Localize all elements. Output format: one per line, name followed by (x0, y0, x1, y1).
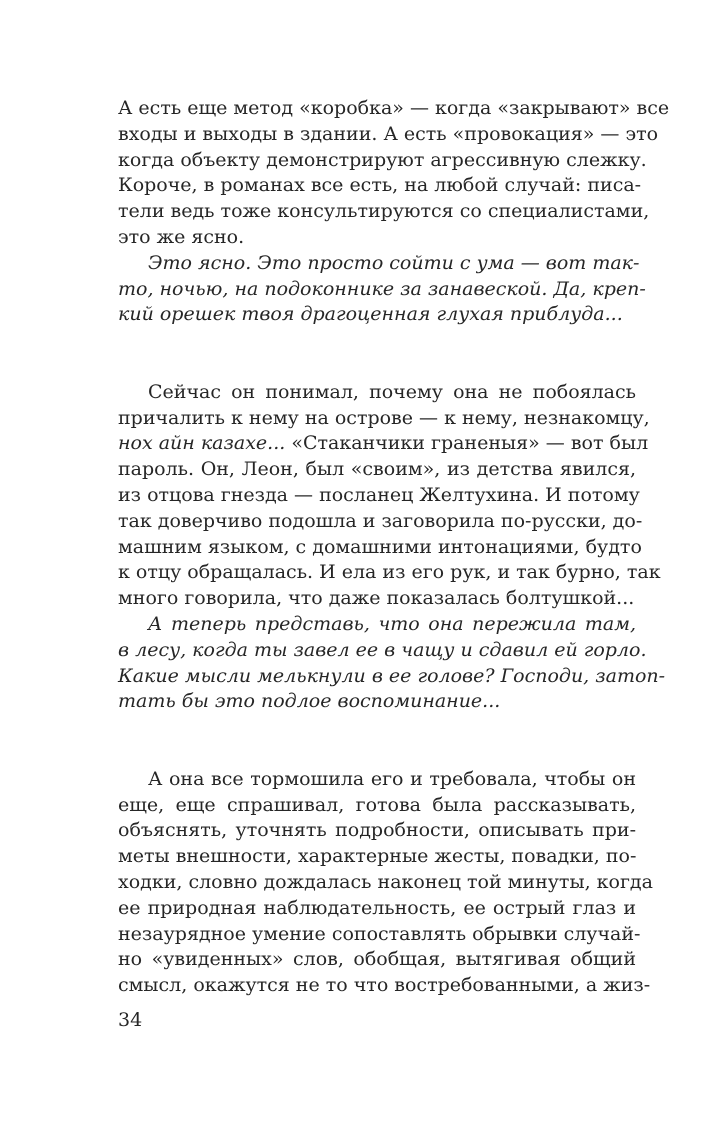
text-line (118, 664, 666, 690)
text-line (118, 793, 636, 819)
body-text: Сейчас он понимал, почему она не побоялась (148, 380, 636, 403)
italic-text: кий орешек твоя драгоценная глухая приблуда... (118, 303, 623, 326)
text-line (118, 302, 636, 328)
italic-text: нох айн казахе... (118, 432, 286, 455)
text-line (118, 586, 636, 612)
text-line (118, 689, 636, 715)
body-text: входы и выходы в здании. А есть «провокация» — это (118, 122, 659, 145)
body-text: А она все тормошила его и требовала, чтобы он (148, 767, 636, 790)
section-break (118, 328, 636, 380)
body-text: меты внешности, характерные жесты, повадки, по- (118, 845, 637, 868)
text-line (118, 818, 636, 844)
italic-text: в лесу, когда ты завел ее в чащу и сдавил ей горло. (118, 638, 647, 661)
body-text: объяснять, уточнять подробности, описывать при- (118, 819, 636, 842)
italic-text: А теперь представь, что она пережила там, (148, 612, 636, 635)
text-line (118, 870, 653, 896)
text-line (118, 457, 636, 483)
text-line (118, 767, 636, 793)
body-text: Короче, в романах все есть, на любой случай: писа- (118, 174, 642, 197)
body-text: пароль. Он, Леон, был «своим», из детства явился, (118, 458, 636, 481)
text-line (118, 199, 650, 225)
body-text: ее природная наблюдательность, ее острый глаз и (118, 896, 636, 919)
text-line (118, 225, 636, 251)
text-line (118, 922, 641, 948)
paragraph (118, 251, 646, 328)
italic-text: то, ночью, на подоконнике за занавеской. Да, креп- (118, 277, 646, 300)
body-text: «Стаканчики граненыя» — вот был (285, 432, 649, 455)
text-line (118, 483, 640, 509)
body-text: машним языком, с домашними интонациями, будто (118, 535, 642, 558)
italic-text: Это ясно. Это просто сойти с ума — вот так- (148, 251, 640, 274)
text-section (118, 380, 666, 715)
body-text: много говорила, что даже показалась болтушкой... (118, 587, 635, 610)
paragraph (118, 612, 666, 715)
italic-text: тать бы это подлое воспоминание... (118, 690, 501, 713)
text-line (118, 431, 649, 457)
text-line (118, 122, 659, 148)
text-line (118, 844, 636, 870)
body-text: когда объекту демонстрируют агрессивную слежку. (118, 148, 647, 171)
paragraph (118, 380, 661, 612)
body-text: ходки, словно дождалась наконец той минуты, когда (118, 870, 653, 893)
text-line (118, 947, 636, 973)
text-line (118, 560, 661, 586)
paragraph (118, 767, 653, 999)
text-line (118, 277, 646, 303)
body-text: так доверчиво подошла и заговорила по-русски, до- (118, 509, 643, 532)
body-text: смысл, окажутся не то что востребованными, а жиз- (118, 974, 651, 997)
text-line (118, 896, 636, 922)
page-text-block (118, 96, 670, 999)
text-line (118, 251, 640, 277)
body-text: из отцова гнезда — посланец Желтухина. И потому (118, 483, 640, 506)
paragraph (118, 96, 670, 251)
text-line (118, 973, 651, 999)
text-line (118, 173, 642, 199)
body-text: но «увиденных» слов, обобщая, вытягивая общий (118, 948, 636, 971)
body-text: причалить к нему на острове — к нему, незнакомцу, (118, 406, 650, 429)
italic-text: Какие мысли мелькнули в ее голове? Господи, затоп- (118, 664, 666, 687)
body-text: А есть еще метод «коробка» — когда «закрывают» все (118, 97, 670, 119)
text-line (118, 638, 647, 664)
text-line (118, 612, 636, 638)
page-number: 34 (118, 1009, 143, 1031)
body-text: еще, еще спрашивал, готова была рассказывать, (118, 793, 636, 816)
body-text: незаурядное умение сопоставлять обрывки случай- (118, 922, 641, 945)
text-section (118, 96, 670, 328)
body-text: это же ясно. (118, 225, 245, 248)
section-break (118, 715, 636, 767)
text-line (118, 380, 636, 406)
text-line (118, 535, 642, 561)
text-line (118, 406, 650, 432)
text-line (118, 148, 647, 174)
text-line (118, 96, 670, 122)
body-text: тели ведь тоже консультируются со специалистами, (118, 200, 650, 223)
body-text: к отцу обращалась. И ела из его рук, и так бурно, так (118, 561, 661, 584)
text-section (118, 767, 653, 999)
text-line (118, 509, 643, 535)
